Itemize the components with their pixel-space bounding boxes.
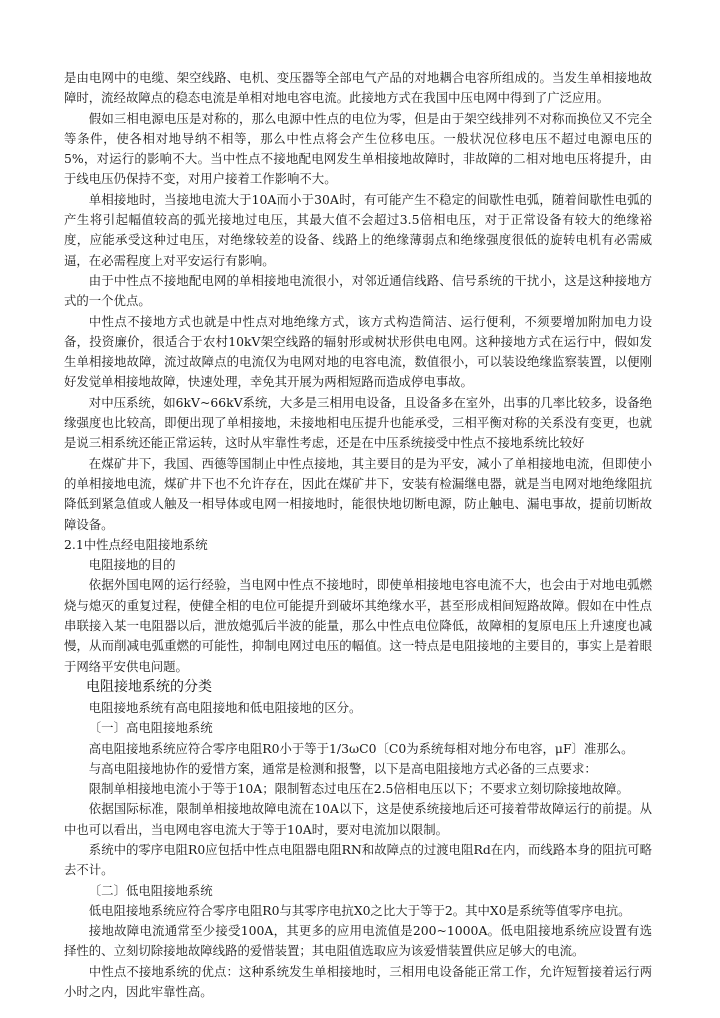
document-body xyxy=(64,68,652,1002)
paragraph: 高电阻接地系统应符合零序电阻R0小于等于1/3ωC0〔C0为系统每相对地分布电容，μF〕准那么。 xyxy=(88,740,634,756)
paragraph: 系统中的零序电阻R0应包括中性点电阻器电阻RN和故障点的过渡电阻Rd在内，而线路本身的阻抗可略去不计。 xyxy=(64,841,652,878)
paragraph: 在煤矿井下，我国、西德等国制止中性点接地，其主要目的是为平安，减小了单相接地电流，但即使小的单相接地电流，煤矿井下也不允许存在，因此在煤矿井下，安装有检漏继电器，就是当电网对地绝缘阻抗降低到紧急值或人触及一相导体或电网一相接地时，能很快地切断电源，防止触电、漏电事故，提前切断故障设备。 xyxy=(64,455,652,532)
paragraph: 限制单相接地电流小于等于10A；限制暂态过电压在2.5倍相电压以下；不要求立刻切除接地故障。 xyxy=(88,781,629,797)
subheading: 电阻接地的目的 xyxy=(88,557,176,573)
paragraph: 由于中性点不接地配电网的单相接地电流很小，对邻近通信线路、信号系统的干扰小，这是这种接地方式的一个优点。 xyxy=(64,272,652,309)
paragraph: 低电阻接地系统应符合零序电阻R0与其零序电抗X0之比大于等于2。其中X0是系统等值零序电抗。 xyxy=(88,902,631,918)
paragraph: 电阻接地系统有高电阻接地和低电阻接地的区分。 xyxy=(88,699,362,715)
paragraph: 是由电网中的电缆、架空线路、电机、变压器等全部电气产品的对地耦合电容所组成的。当发生单相接地故障时，流经故障点的稳态电流是单相对地电容电流。此接地方式在我国中压电网中得到了广泛应用。 xyxy=(64,70,652,106)
paragraph: 接地故障电流通常至少接受100A，其更多的应用电流值是200~1000A。低电阻接地系统应设置有选择性的、立刻切除接地故障线路的爱惜装置；其电阻值选取应为该爱惜装置供应足够大的电流。 xyxy=(64,923,652,959)
paragraph: 中性点不接地系统的优点：这种系统发生单相接地时，三相用电设备能正常工作，允许短暂接着运行两小时之内，因此牢靠性高。 xyxy=(64,963,652,1000)
paragraph: 假如三相电源电压是对称的，那么电源中性点的电位为零，但是由于架空线排列不对称而换位又不完全等条件，使各相对地导纳不相等，那么中性点将会产生位移电压。一般状况位移电压不超过电源电压的5%，对运行的影响不大。当中性点不接地配电网发生单相接地故障时，非故障的二相对地电压将提升，由于线电压仍保持不变，对用户接着工作影响不大。 xyxy=(64,110,652,187)
paragraph: 对中压系统，如6kV~66kV系统，大多是三相用电设备，且设备多在室外，出事的几率比较多，设备绝缘强度也比较高，即便出现了单相接地，未接地相电压提升也能承受，三相平衡对称的关系没有变更，也就是说三相系统还能正常运转，这时从牢靠性考虑，还是在中压系统接受中性点不接地系统比较好 xyxy=(64,394,652,451)
subheading: 〔二〕低电阻接地系统 xyxy=(88,882,213,898)
paragraph: 单相接地时，当接地电流大于10A而小于30A时，有可能产生不稳定的间歇性电弧，随着间歇性电弧的产生将引起幅值较高的弧光接地过电压，其最大值不会超过3.5倍相电压，对于正常设备有较大的绝缘裕度，应能承受这种过电压，对绝缘较差的设备、线路上的绝缘薄弱点和绝缘强度很低的旋转电机有必需威逼，在必需程度上对平安运行有影响。 xyxy=(64,191,652,268)
section-heading: 电阻接地系统的分类 xyxy=(86,678,212,695)
paragraph: 依据国际标准，限制单相接地故障电流在10A以下，这是使系统接地后还可接着带故障运行的前提。从中也可以看出，当电网电容电流大于等于10A时，要对电流加以限制。 xyxy=(64,801,652,837)
subheading: 〔一〕高电阻接地系统 xyxy=(88,720,213,736)
paragraph: 中性点不接地方式也就是中性点对地绝缘方式，该方式构造简洁、运行便利，不须要增加附加电力设备，投资廉价，很适合于农村10kV架空线路的辐射形或树状形供电电网。这种接地方式在运行中，假如发生单相接地故障，流过故障点的电流仅为电网对地的电容电流，数值很小，可以装设绝缘监察装置，以便刚好发觉单相接地故障，快速处理，幸免其开展为两相短路而造成停电事故。 xyxy=(64,313,652,390)
paragraph: 与高电阻接地协作的爱惜方案，通常是检测和报警，以下是高电阻接地方式必备的三点要求： xyxy=(88,760,597,776)
section-heading: 2.1中性点经电阻接地系统 xyxy=(64,536,208,552)
paragraph: 依据外国电网的运行经验，当电网中性点不接地时，即使单相接地电容电流不大，也会由于对地电弧燃烧与熄灭的重复过程，使健全相的电位可能提升到破坏其绝缘水平，甚至形成相间短路故障。假如在中性点串联接入某一电阻器以后，泄放熄弧后半波的能量，那么中性点电位降低，故障相的复原电压上升速度也减慢，从而削减电弧重燃的可能性，抑制电网过电压的幅值。这一特点是电阻接地的主要目的，事实上是着眼于网络平安供电问题。 xyxy=(64,577,652,674)
